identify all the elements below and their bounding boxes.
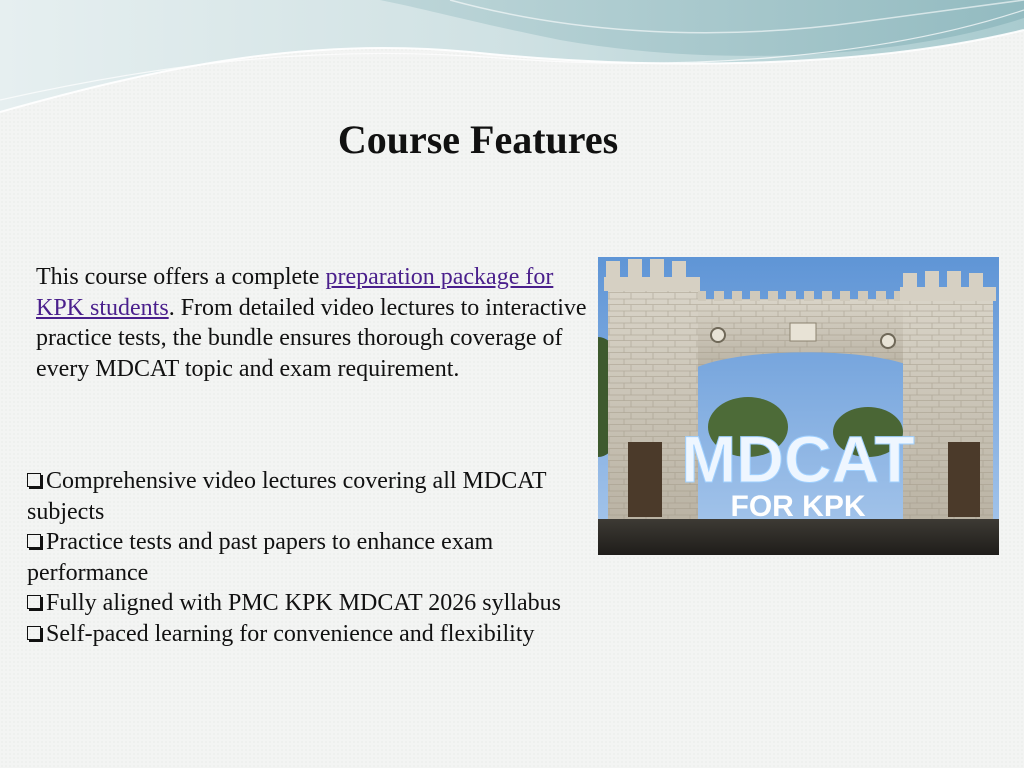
checkbox-bullet-icon (27, 534, 41, 548)
image-caption-sub: FOR KPK (730, 490, 866, 523)
feature-text: Practice tests and past papers to enhance exam performance (27, 529, 494, 586)
preparation-package-link[interactable]: preparation package for KPK students (36, 264, 554, 321)
image-caption-main: MDCAT (681, 422, 915, 496)
checkbox-bullet-icon (27, 626, 41, 640)
intro-text-before: This course offers a complete (36, 264, 326, 290)
feature-item (27, 619, 587, 650)
feature-item (27, 466, 587, 527)
feature-text: Comprehensive video lectures covering all MDCAT subjects (27, 468, 547, 525)
header-wave-decoration (0, 0, 1024, 120)
feature-item (27, 527, 587, 588)
mdcat-kpk-gate-image (598, 257, 999, 555)
intro-paragraph (36, 262, 596, 384)
intro-text-after: . From detailed video lectures to interactive practice tests, the bundle ensures thorough coverage of every MDCAT topic and exam requirement. (36, 294, 587, 382)
checkbox-bullet-icon (27, 595, 41, 609)
feature-list (27, 466, 587, 649)
slide-title: Course Features (337, 117, 619, 162)
feature-item (27, 588, 587, 619)
checkbox-bullet-icon (27, 473, 41, 487)
feature-text: Self-paced learning for convenience and flexibility (46, 620, 535, 647)
feature-text: Fully aligned with PMC KPK MDCAT 2026 syllabus (46, 590, 561, 616)
